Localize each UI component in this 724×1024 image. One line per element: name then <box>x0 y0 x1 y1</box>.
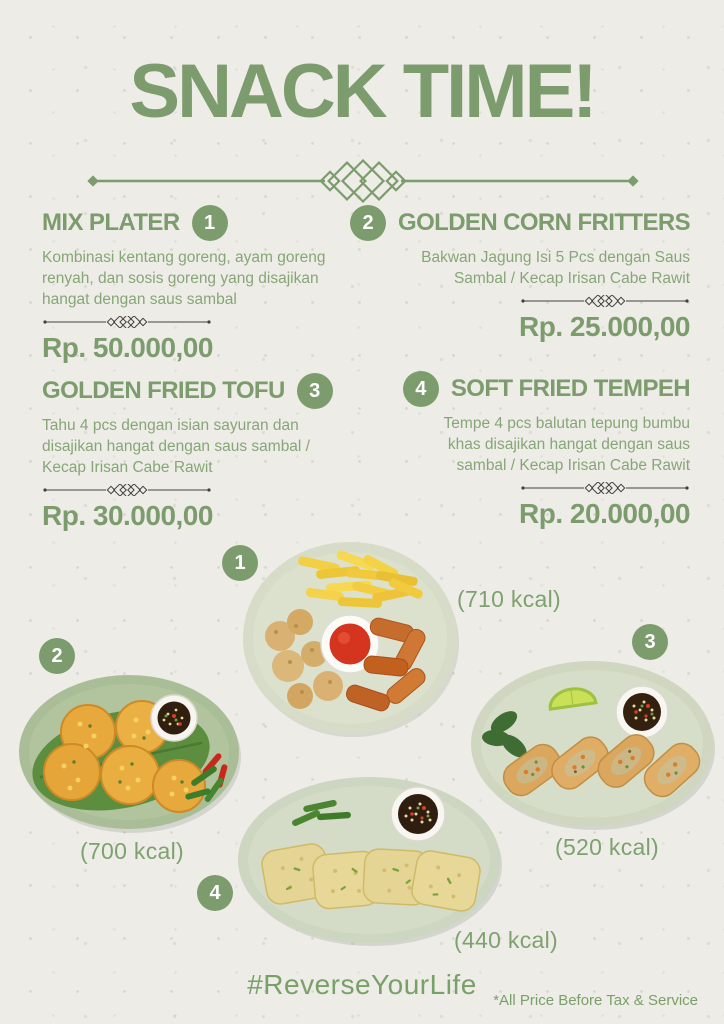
sauce-bowl <box>151 695 197 741</box>
item-number-badge: 1 <box>192 205 228 241</box>
kcal-label-soft-fried-tempeh: (440 kcal) <box>454 927 558 953</box>
item-description-line: sambal / Kecap Irisan Cabe Rawit <box>456 457 690 474</box>
item-header <box>358 370 690 408</box>
menu-item-golden-corn-fritters <box>358 204 690 343</box>
soft-fried-tempeh-photo <box>236 774 502 946</box>
item-description-line: Kombinasi kentang goreng, ayam goreng <box>42 249 326 266</box>
item-description-line: Tahu 4 pcs dengan isian sayuran dan <box>42 417 299 434</box>
photo-number-badge-3: 3 <box>632 624 668 660</box>
item-header <box>42 204 374 242</box>
item-description-line: Sambal / Kecap Irisan Cabe Rawit <box>453 270 690 287</box>
sauce-bowl <box>616 686 668 738</box>
item-description <box>42 415 374 478</box>
item-number-badge: 4 <box>403 371 439 407</box>
item-description <box>42 247 374 310</box>
item-description-line: disajikan hangat dengan saus sambal / <box>42 438 310 455</box>
diamond-divider-ornament <box>85 159 641 203</box>
golden-corn-fritters-photo <box>16 672 242 834</box>
item-description-line: hangat dengan saus sambal <box>42 291 237 308</box>
menu-item-mix-plater <box>42 204 374 364</box>
item-price: Rp. 30.000,00 <box>42 500 213 531</box>
item-name: GOLDEN FRIED TOFU <box>42 377 285 404</box>
item-number-badge: 3 <box>297 373 333 409</box>
item-number-badge: 2 <box>350 205 386 241</box>
menu-item-soft-fried-tempeh <box>358 370 690 530</box>
item-price: Rp. 50.000,00 <box>42 332 213 363</box>
mix-plater-photo <box>240 538 460 738</box>
sauce-bowl <box>391 787 445 841</box>
golden-fried-tofu-photo <box>468 658 716 830</box>
item-description-line: khas disajikan hangat dengan saus <box>447 436 690 453</box>
item-description <box>358 413 690 476</box>
item-description-line: renyah, dan sosis goreng yang disajikan <box>42 270 319 287</box>
kcal-label-mix-plater: (710 kcal) <box>457 586 561 612</box>
hashtag: #ReverseYourLife <box>247 969 477 1000</box>
mini-diamond-divider <box>42 316 212 328</box>
item-header <box>358 204 690 242</box>
mini-diamond-divider <box>42 484 212 496</box>
menu-item-golden-fried-tofu <box>42 372 374 532</box>
item-description <box>358 247 690 289</box>
item-header <box>42 372 374 410</box>
item-description-line: Kecap Irisan Cabe Rawit <box>42 459 213 476</box>
kcal-label-golden-corn-fritters: (700 kcal) <box>80 838 184 864</box>
price-disclaimer: *All Price Before Tax & Service <box>493 992 698 1009</box>
item-description-line: Tempe 4 pcs balutan tepung bumbu <box>443 415 690 432</box>
mini-diamond-divider <box>520 295 690 307</box>
kcal-label-golden-fried-tofu: (520 kcal) <box>555 834 659 860</box>
photo-number-badge-1: 1 <box>222 545 258 581</box>
mini-diamond-divider <box>520 482 690 494</box>
item-name: SOFT FRIED TEMPEH <box>450 375 690 402</box>
item-description-line: Bakwan Jagung Isi 5 Pcs dengan Saus <box>421 249 690 266</box>
item-name: MIX PLATER <box>42 209 180 236</box>
page-title: SNACK TIME! <box>129 49 595 134</box>
photo-number-badge-2: 2 <box>39 638 75 674</box>
item-name: GOLDEN CORN FRITTERS <box>398 209 690 236</box>
item-price: Rp. 25.000,00 <box>519 311 690 342</box>
photo-number-badge-4: 4 <box>197 875 233 911</box>
item-price: Rp. 20.000,00 <box>519 498 690 529</box>
